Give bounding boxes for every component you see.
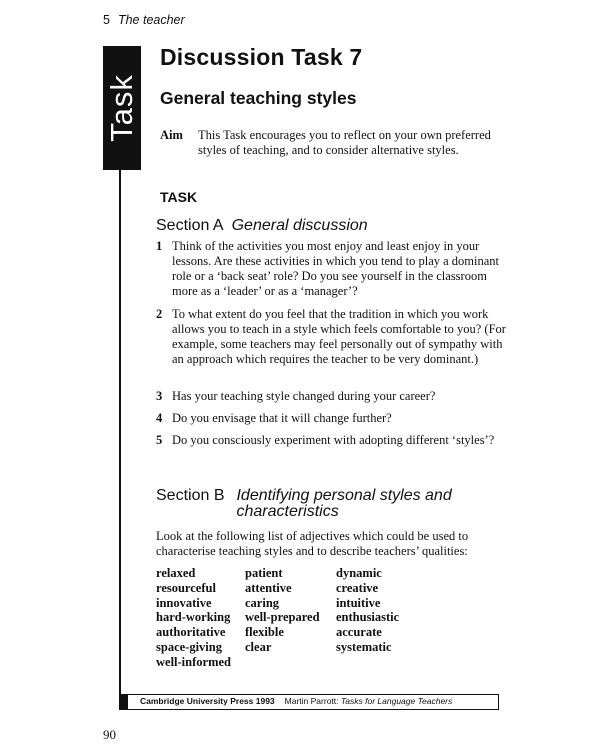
adjective: flexible <box>245 625 284 640</box>
adjective: innovative <box>156 595 212 610</box>
question-number: 3 <box>156 389 163 403</box>
section-a-title: General discussion <box>231 217 368 234</box>
footer-author: Martin Parrott: <box>284 696 339 706</box>
section-a-label: Section A <box>156 217 224 234</box>
adjective: patient <box>245 566 283 580</box>
task-heading: TASK <box>160 189 198 205</box>
adjective: accurate <box>336 625 382 640</box>
chapter-title: The teacher <box>117 13 185 27</box>
question-2 <box>156 307 506 367</box>
adjective: creative <box>336 580 379 595</box>
adjective: resourceful <box>156 580 216 595</box>
adjective: attentive <box>245 580 292 595</box>
aim-label: Aim <box>160 128 183 142</box>
section-a-heading <box>156 217 368 235</box>
question-number: 2 <box>156 307 163 321</box>
question-text: Do you consciously experiment with adopting different ‘styles’? <box>172 433 495 447</box>
question-1 <box>156 239 506 299</box>
question-5 <box>156 433 506 448</box>
question-text: Think of the activities you most enjoy and least enjoy in your lessons. Are these activities in which you tend to play a dominant role or a ‘back seat’ role? Do you see yourself in the classroom more as a ‘leader’ or as a ‘manager’? <box>172 239 500 298</box>
adjective: systematic <box>336 639 392 654</box>
adjective: authoritative <box>156 625 226 640</box>
adjective-column-2 <box>245 566 320 655</box>
side-tab <box>103 46 141 170</box>
question-number: 4 <box>156 411 163 425</box>
question-text: To what extent do you feel that the tradition in which you work allows you to teach in a style which feels comfortable to you? (For example, some teachers may feel personally out of sympathy with an approach which requires the teacher to be very dominant.) <box>172 307 506 366</box>
footer-publisher: Cambridge University Press 1993 <box>140 696 275 706</box>
question-4 <box>156 411 506 426</box>
question-text: Has your teaching style changed during your career? <box>172 389 436 403</box>
adjective: well-informed <box>156 654 231 669</box>
footer-text <box>140 696 452 706</box>
section-b-title: Identifying personal styles and characteristics <box>236 487 452 520</box>
question-number: 5 <box>156 433 163 447</box>
adjective: clear <box>245 639 272 654</box>
adjective-column-3 <box>336 566 399 655</box>
adjective: relaxed <box>156 566 196 580</box>
margin-rule <box>119 170 121 694</box>
footer-book-title: Tasks for Language Teachers <box>340 696 453 706</box>
adjective: well-prepared <box>245 610 320 625</box>
adjective: caring <box>245 595 280 610</box>
chapter-number: 5 <box>103 13 110 27</box>
question-number: 1 <box>156 239 163 253</box>
adjective: space-giving <box>156 639 222 654</box>
section-b-label: Section B <box>156 487 225 504</box>
question-3 <box>156 389 506 404</box>
adjective-column-1 <box>156 566 231 670</box>
running-head <box>103 13 185 27</box>
page-title: Discussion Task 7 <box>160 44 363 70</box>
adjective: hard-working <box>156 610 231 625</box>
section-b-intro: Look at the following list of adjectives which could be used to characterise teaching styles and to describe teachers’ qualities: <box>156 529 469 558</box>
section-b-heading <box>156 488 506 520</box>
footer-marker <box>120 695 128 709</box>
adjective: dynamic <box>336 566 382 580</box>
question-text: Do you envisage that it will change further? <box>172 411 392 425</box>
adjective: enthusiastic <box>336 610 400 625</box>
adjective: intuitive <box>336 595 381 610</box>
copyright-footer <box>119 694 499 710</box>
page-subtitle: General teaching styles <box>160 88 357 108</box>
side-tab-label: Task <box>104 74 139 142</box>
aim-text: This Task encourages you to reflect on your own preferred styles of teaching, and to consider alternative styles. <box>198 128 491 157</box>
page-number: 90 <box>103 727 116 742</box>
